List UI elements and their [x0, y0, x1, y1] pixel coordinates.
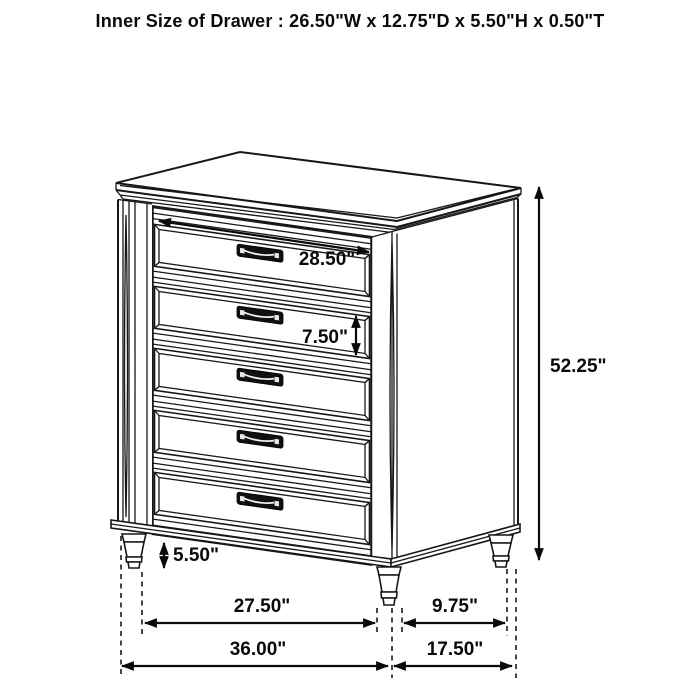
foot-height-label: 5.50": [173, 545, 219, 566]
overall-depth-label: 17.50": [426, 639, 484, 660]
front-feet-spacing-label: 27.50": [233, 596, 291, 617]
chest-illustration: [111, 152, 521, 605]
dim-front-feet-spacing: [145, 596, 375, 623]
dim-side-feet-spacing: [404, 596, 505, 623]
chest-side-panel: [372, 199, 518, 566]
dim-overall-width: [122, 639, 388, 666]
drawer-width-label: 28.50": [298, 249, 356, 270]
dim-overall-depth: [394, 639, 512, 666]
front-left-foot: [122, 534, 146, 568]
page-title: Inner Size of Drawer : 26.50"W x 12.75"D x 5.50"H x 0.50"T: [95, 11, 605, 31]
back-right-foot: [489, 535, 513, 567]
dim-foot-height: [164, 543, 219, 568]
side-feet-spacing-label: 9.75": [432, 596, 478, 617]
front-right-foot: [377, 567, 401, 605]
dim-overall-height: [539, 187, 607, 560]
overall-height-label: 52.25": [550, 356, 607, 377]
overall-width-label: 36.00": [229, 639, 287, 660]
left-stile: [118, 200, 152, 528]
drawer-height-label: 7.50": [302, 327, 348, 348]
